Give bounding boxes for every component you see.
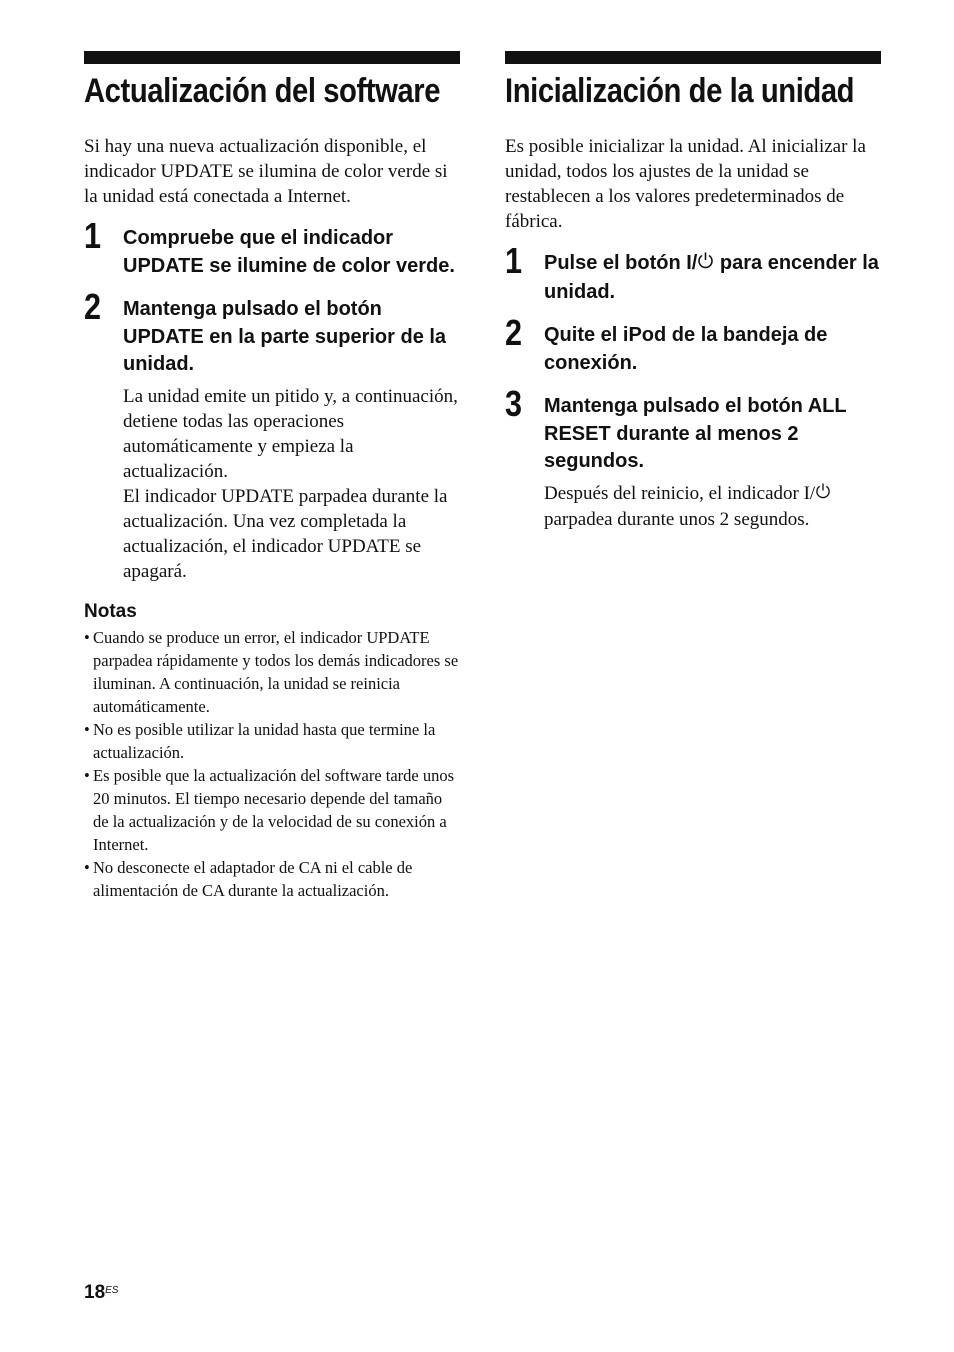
step-title: Compruebe que el indicador UPDATE se ilumine de color verde. [123,227,455,277]
section-rule [505,51,881,64]
step-1 [84,215,460,280]
power-standby-icon [815,482,831,507]
intro-paragraph: Es posible inicializar la unidad. Al inicializar la unidad, todos los ajustes de la unidad se restablecen a los valores predeterminados de fábrica. [505,136,866,232]
step-description: La unidad emite un pitido y, a continuación, detiene todas las operaciones automáticamente y empieza la actualización. [123,385,458,482]
page-number-value: 18 [84,1282,106,1303]
right-column [505,51,881,532]
step-description [544,481,881,532]
note-item: • No es posible utilizar la unidad hasta que termine la actualización. [84,718,460,764]
step-title-part: para encender la unidad. [544,252,879,303]
notes-heading: Notas [84,600,137,622]
step-3 [505,383,881,532]
note-item: • Cuando se produce un error, el indicador UPDATE parpadea rápidamente y todos los demás indicadores se iluminan. A continuación, la unidad se reinicia automáticamente. [84,626,460,718]
note-item: • No desconecte el adaptador de CA ni el cable de alimentación de CA durante la actualización. [84,856,460,902]
step-2 [84,286,460,584]
step-number: 1 [505,240,523,281]
section-title: Inicialización de la unidad [505,72,855,110]
section-rule [84,51,460,64]
power-standby-icon [697,251,714,279]
intro-paragraph: Si hay una nueva actualización disponible, el indicador UPDATE se ilumina de color verde si la unidad está conectada a Internet. [84,136,448,207]
left-column [84,51,460,902]
language-code: ES [105,1285,119,1296]
step-number: 2 [84,286,102,327]
step-description-part: Después del reinicio, el indicador I/ [544,482,816,504]
step-2 [505,312,881,377]
step-number: 3 [505,383,523,424]
step-number: 2 [505,312,523,353]
step-title: Mantenga pulsado el botón UPDATE en la parte superior de la unidad. [123,298,447,375]
step-description-2: El indicador UPDATE parpadea durante la actualización. Una vez completada la actualización, el indicador UPDATE se apagará. [123,485,448,582]
step-title: Mantenga pulsado el botón ALL RESET durante al menos 2 segundos. [544,395,847,472]
step-number: 1 [84,215,102,256]
step-1 [505,240,881,306]
notes-list [84,626,460,902]
note-item: • Es posible que la actualización del software tarde unos 20 minutos. El tiempo necesario depende del tamaño de la actualización y de la velocidad de su conexión a Internet. [84,764,460,856]
section-title: Actualización del software [84,72,441,110]
step-description-part: parpadea durante unos 2 segundos. [544,508,810,530]
step-title: Quite el iPod de la bandeja de conexión. [544,324,828,374]
page-number [84,1281,118,1305]
step-title-part: Pulse el botón I/ [544,252,698,274]
step-title [544,250,881,306]
